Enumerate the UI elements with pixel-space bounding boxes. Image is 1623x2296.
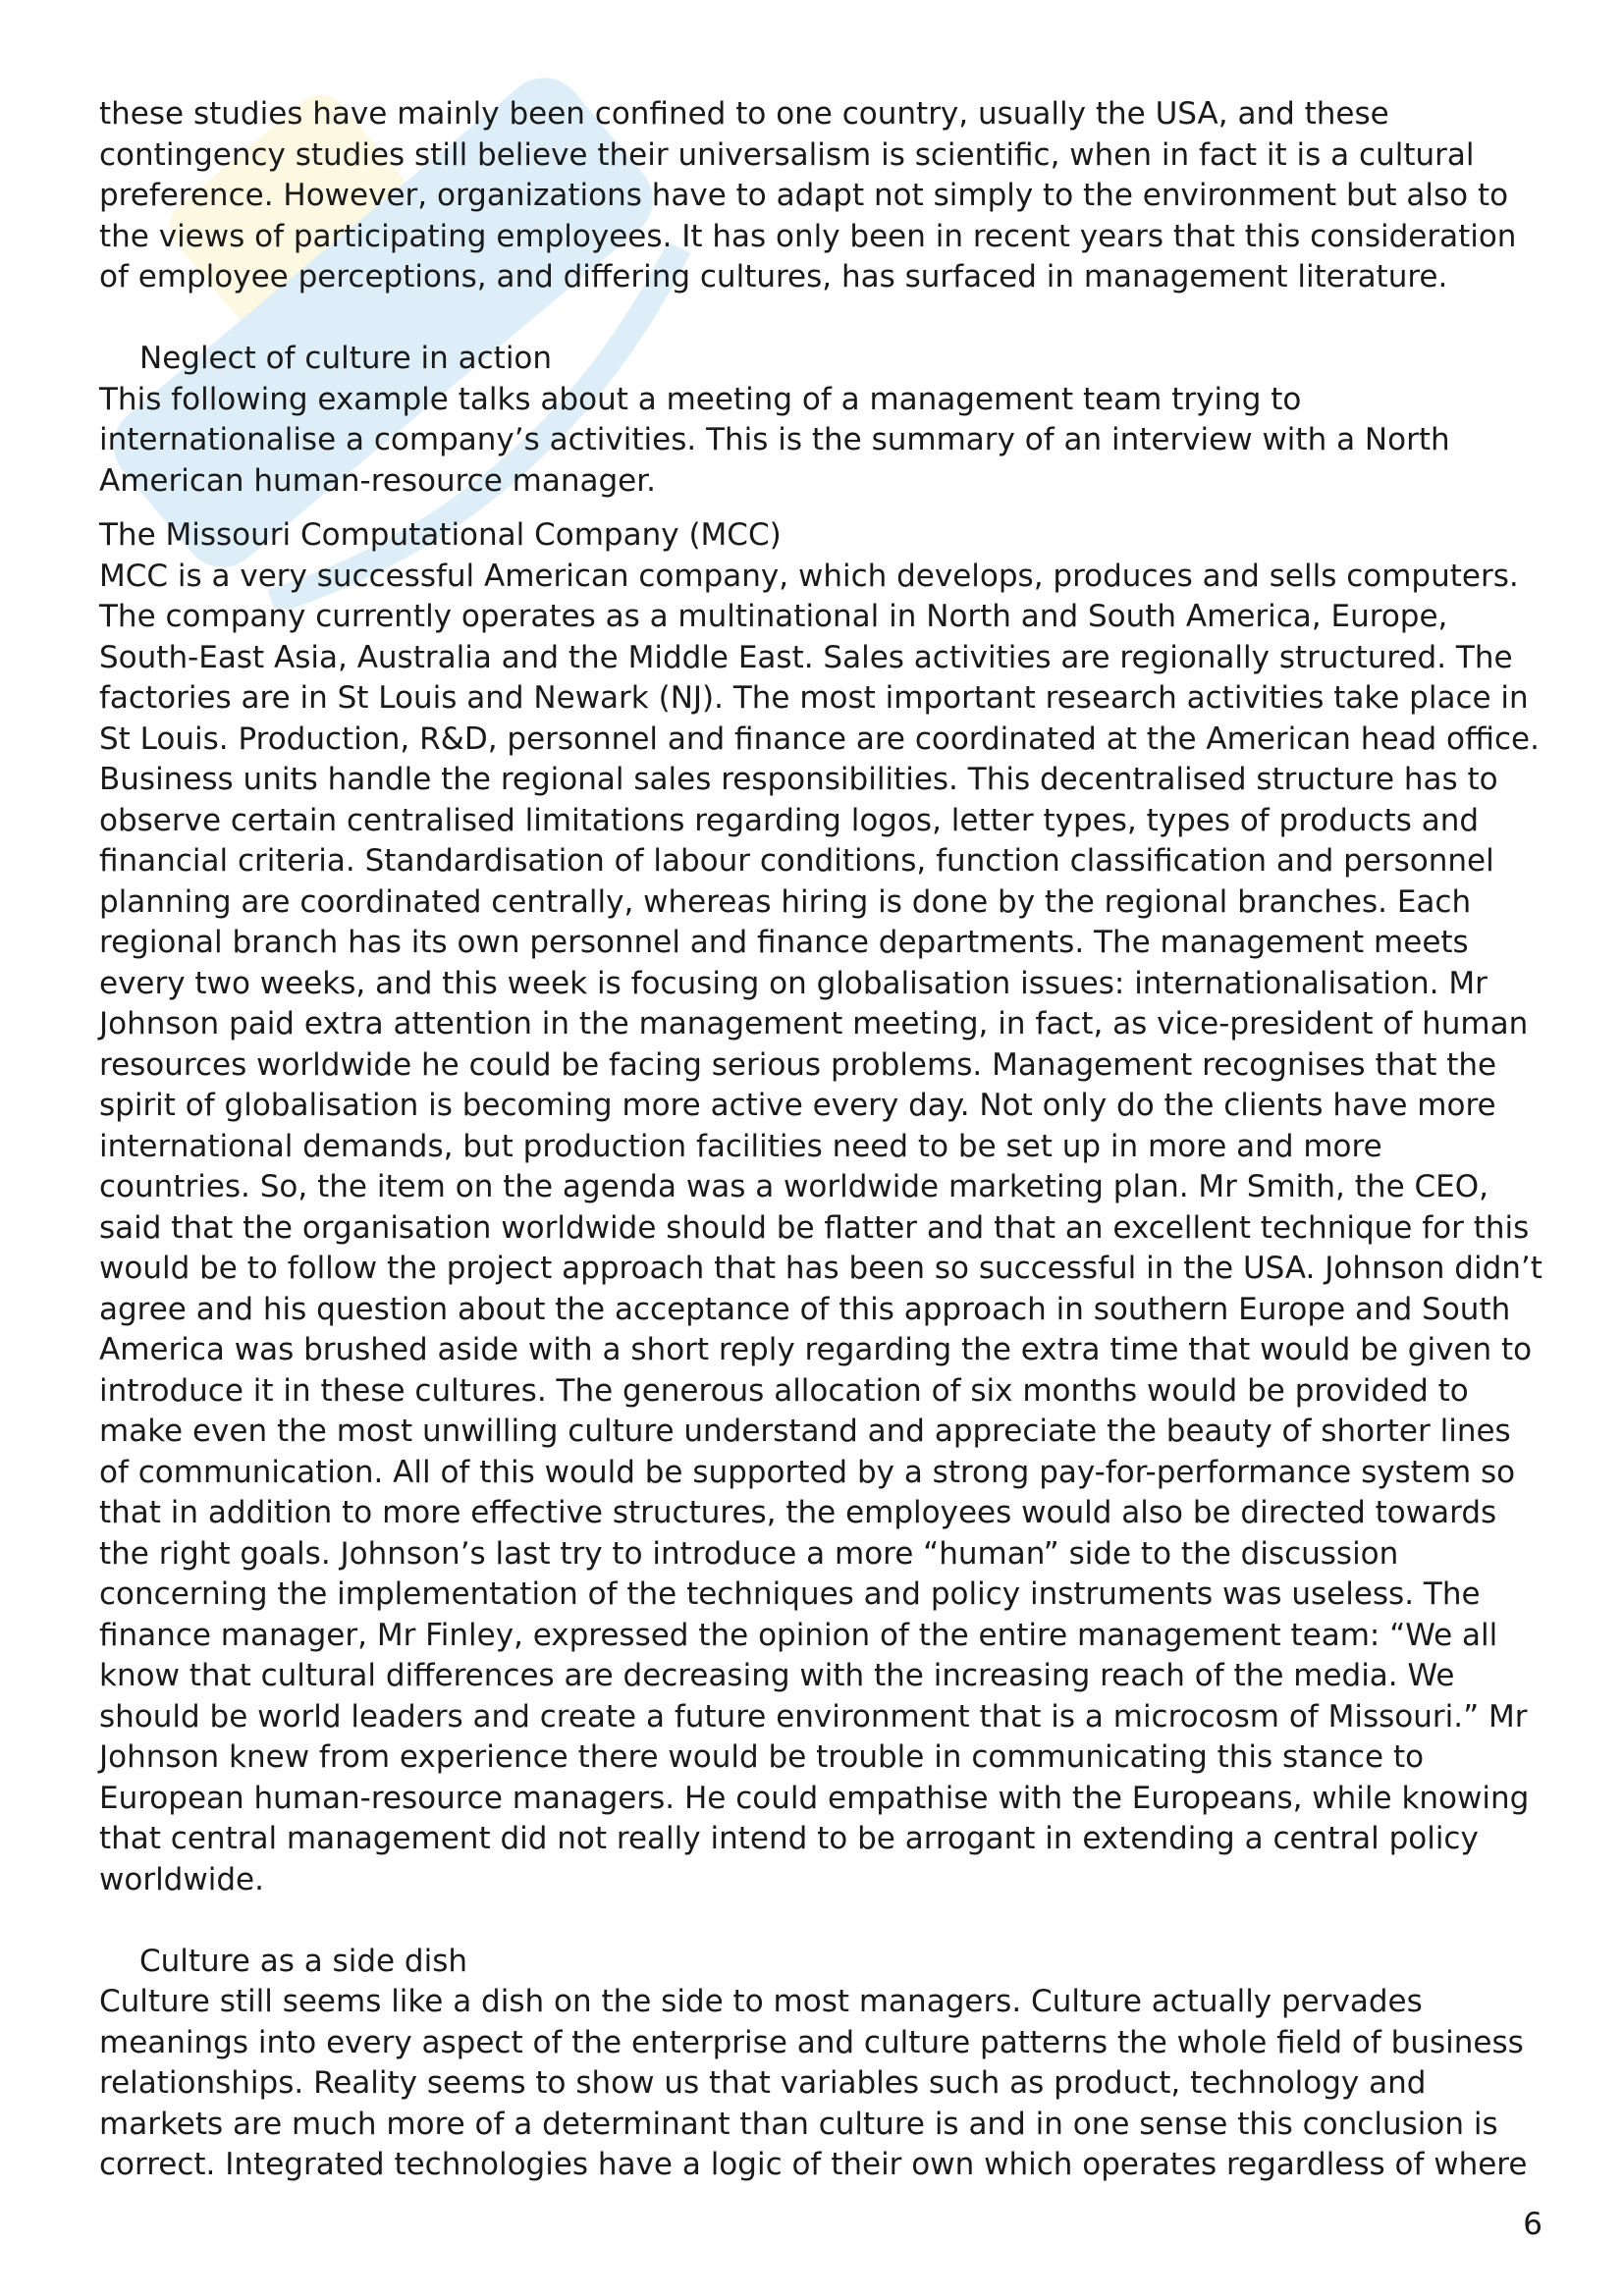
section-heading-neglect-of-culture: Neglect of culture in action [139,341,553,376]
case-study-title: The Missouri Computational Company (MCC) [99,517,782,553]
page-number: 6 [1523,2207,1542,2242]
section-body-culture-side-dish: Culture still seems like a dish on the side to most managers. Culture actually pervades meanings into every aspect of the enterprise and culture patterns the whole field of business relationships. Reality seems to show us that variables such as product, technology and markets are much more of a determinant than culture is and in one sense this conclusion is correct. Integrated technologies have a logic of their own which operates regardless of where [99,1984,1528,2182]
case-study-body: MCC is a very successful American company, which develops, produces and sells computers. The company currently operates as a multinational in North and South America, Europe, South-East Asia, Australia and the Middle East. Sales activities are regionally structured. The factories are in St Louis and Newark (NJ). The most important research activities take place in St Louis. Production, R&D, personnel and finance are coordinated at the American head office. Business units handle the regional sales responsibilities. This decentralised structure has to observe certain centralised limitations regarding logos, letter types, types of products and financial criteria. Standardisation of labour conditions, function classification and personnel planning are coordinated centrally, whereas hiring is done by the regional branches. Each regional branch has its own personnel and finance departments. The management meets every two weeks, and this week is focusing on globalisation issues: internationalisation. Mr Johnson paid extra attention in the management meeting, in fact, as vice-president of human resources worldwide he could be facing serious problems. Management recognises that the spirit of globalisation is becoming more active every day. Not only do the clients have more international demands, but production facilities need to be set up in more and more countries. So, the item on the agenda was a worldwide marketing plan. Mr Smith, the CEO, said that the organisation worldwide should be flatter and that an excellent technique for this would be to follow the project approach that has been so successful in the USA. Johnson didn’t agree and his question about the acceptance of this approach in southern Europe and South America was brushed aside with a short reply regarding the extra time that would be given to introduce it in these cultures. The generous allocation of six months would be provided to make even the most unwilling culture understand and appreciate the beauty of shorter lines of communication. All of this would be supported by a strong pay-for-performance system so that in addition to more effective structures, the employees would also be directed towards the right goals. Johnson’s last try to introduce a more “human” side to the discussion concerning the implementation of the techniques and policy instruments was useless. The finance manager, Mr Finley, expressed the opinion of the entire management team: “We all know that cultural differences are decreasing with the increasing reach of the media. We should be world leaders and create a future environment that is a microcosm of Missouri.” Mr Johnson knew from experience there would be trouble in communicating this stance to European human-resource managers. He could empathise with the Europeans, while knowing that central management did not really intend to be arrogant in extending a central policy worldwide. [99,558,1542,1897]
section-heading-culture-side-dish: Culture as a side dish [139,1943,468,1979]
section-body-neglect-of-culture: This following example talks about a meeting of a management team trying to internationalise a company’s activities. This is the summary of an interview with a North American human-resource manager. [99,381,1450,499]
intro-paragraph: these studies have mainly been confined to one country, usually the USA, and these contingency studies still believe their universalism is scientific, when in fact it is a cultural preference. However, organizations have to adapt not simply to the environment but also to the views of participating employees. It has only been in recent years that this consideration of employee perceptions, and differing cultures, has surfaced in management literature. [99,96,1517,294]
document-page [99,94,1542,2186]
